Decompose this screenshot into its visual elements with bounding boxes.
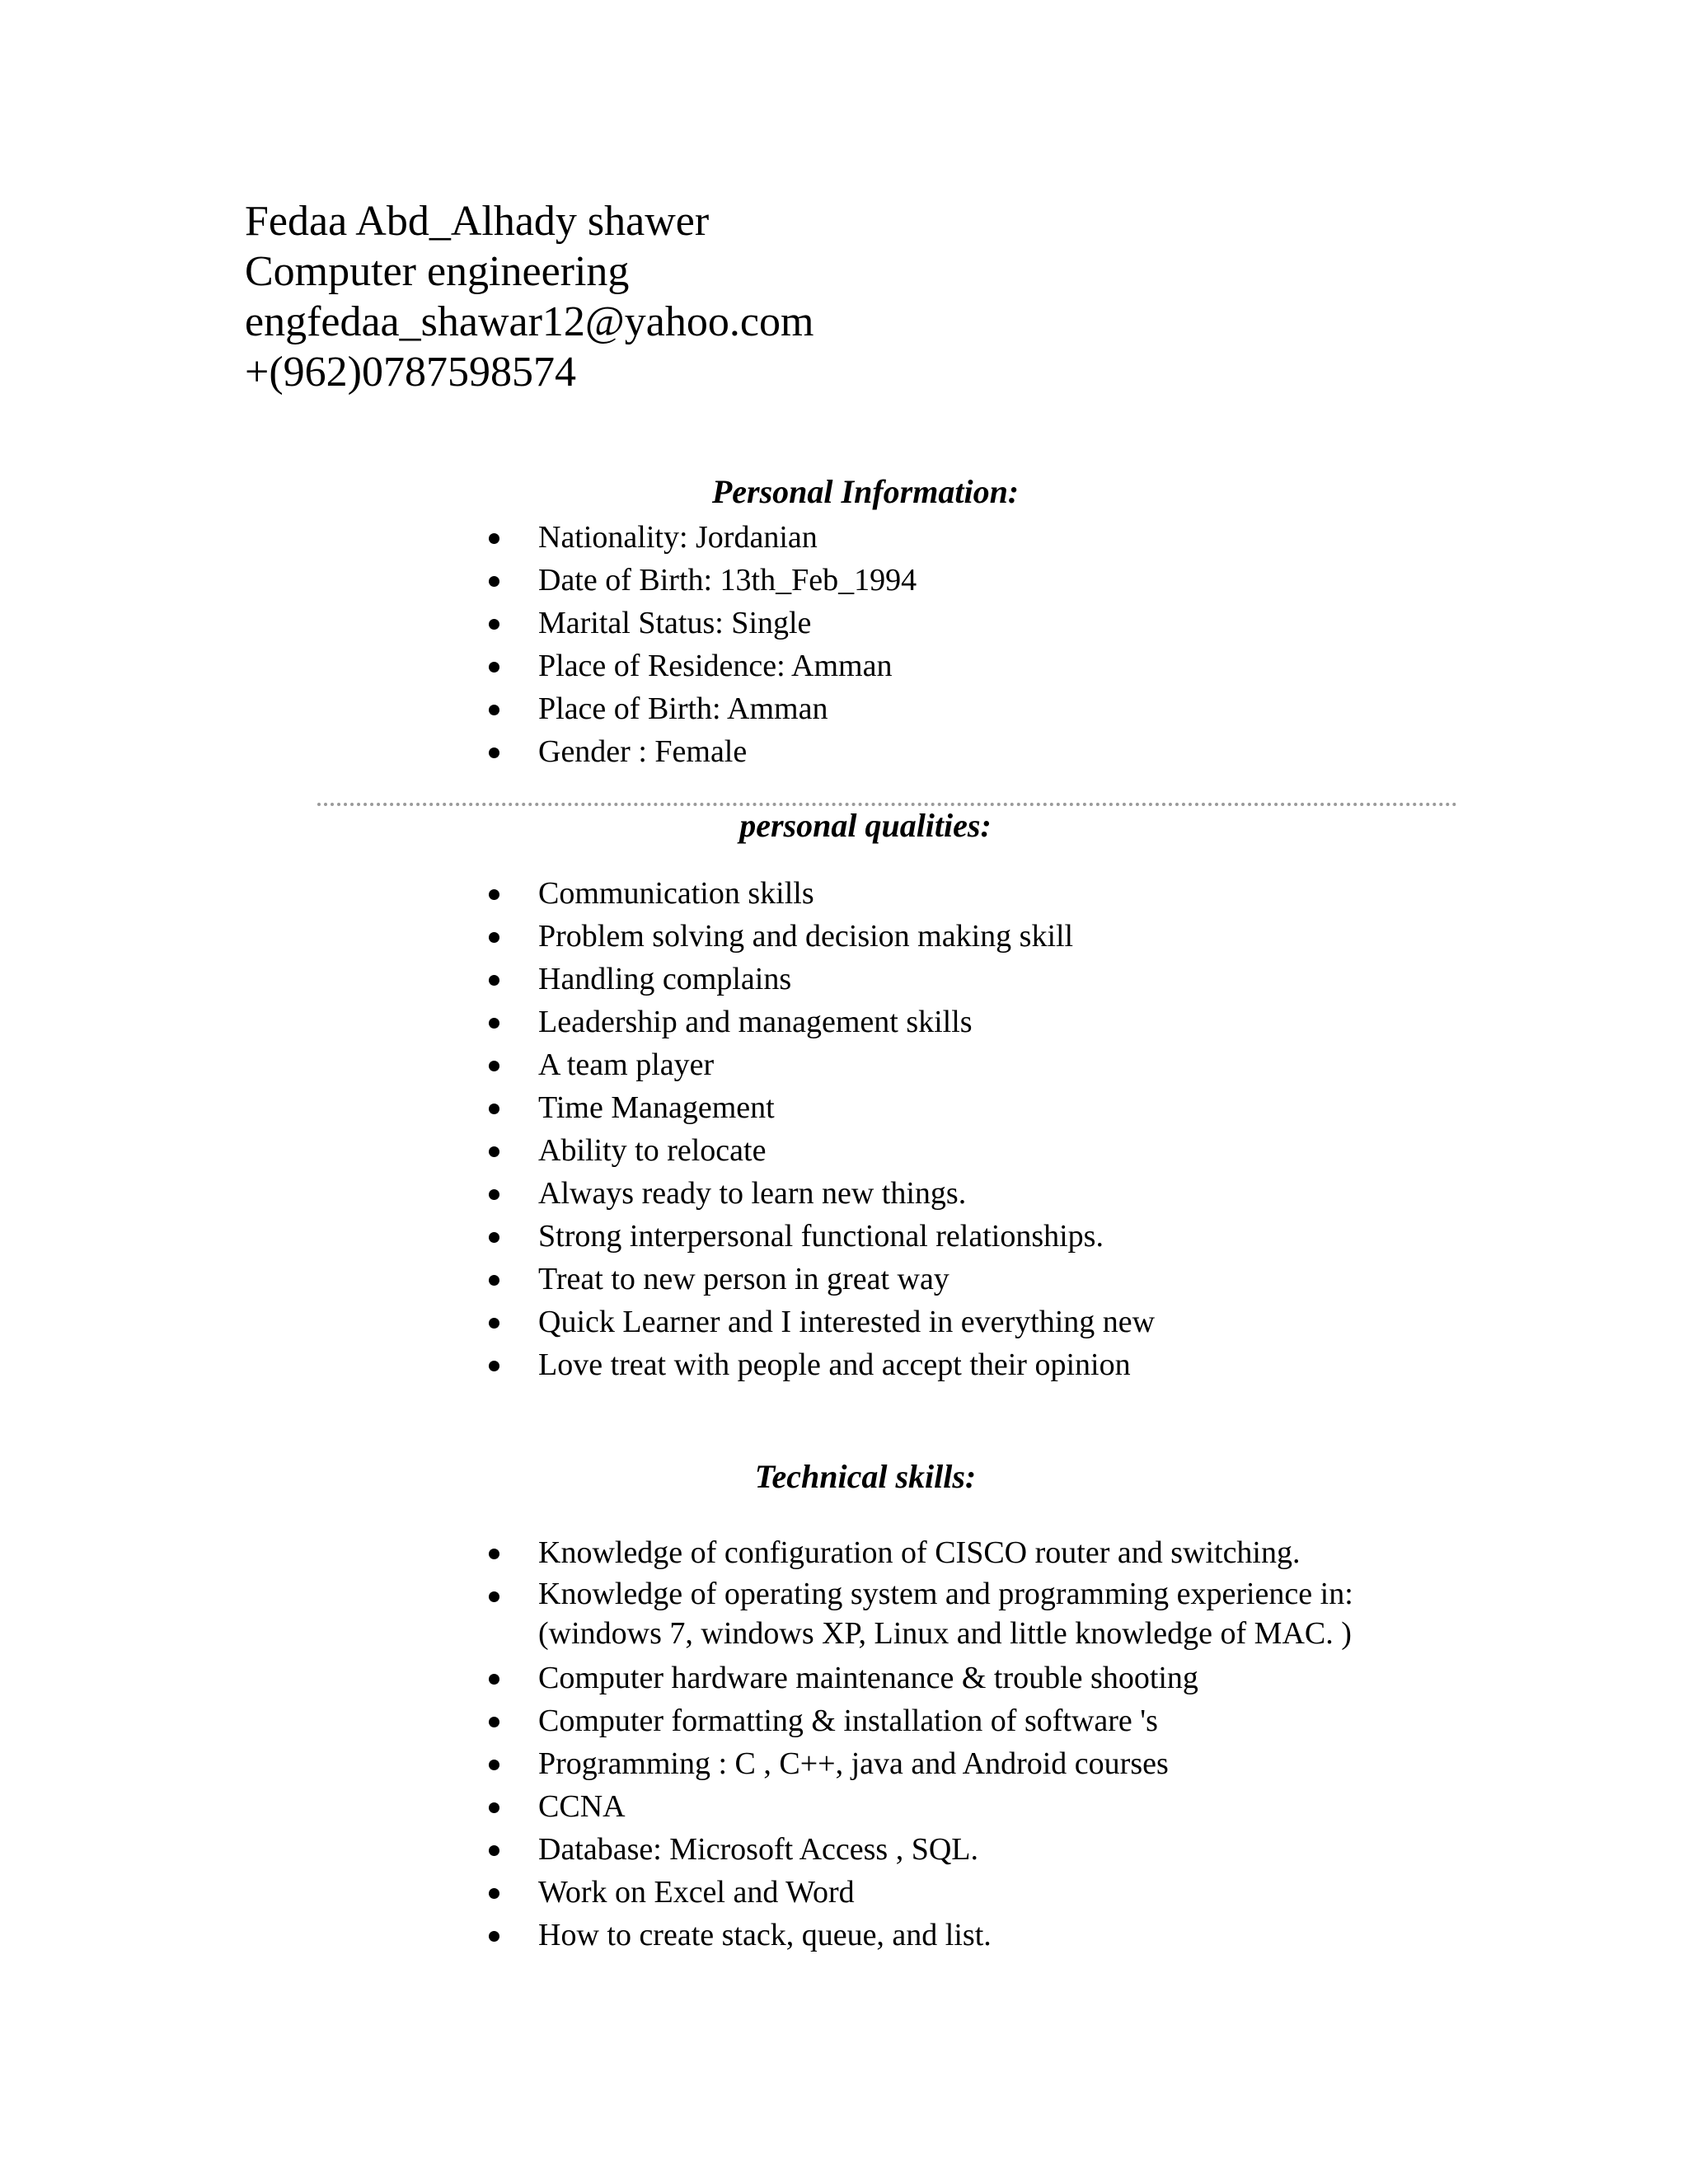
bullet-icon xyxy=(489,1845,499,1856)
list-item-line: Knowledge of operating system and programming experience in: xyxy=(538,1577,1353,1611)
bullet-icon xyxy=(489,1760,499,1770)
phone-number: +(962)0787598574 xyxy=(245,349,576,396)
bullet-icon xyxy=(489,619,499,630)
personal-qualities-heading: personal qualities: xyxy=(739,807,992,844)
bullet-icon xyxy=(489,1591,499,1602)
bullet-icon xyxy=(489,1146,499,1157)
bullet-icon xyxy=(489,705,499,715)
bullet-icon xyxy=(489,1674,499,1685)
email-address: engfedaa_shawar12@yahoo.com xyxy=(245,298,814,345)
bullet-icon xyxy=(489,1275,499,1286)
field-of-study: Computer engineering xyxy=(245,248,630,295)
bullet-icon xyxy=(489,662,499,673)
bullet-icon xyxy=(489,1018,499,1029)
bullet-icon xyxy=(489,1189,499,1200)
bullet-icon xyxy=(489,533,499,544)
bullet-icon xyxy=(489,1717,499,1727)
bullet-icon xyxy=(489,1361,499,1371)
bullet-icon xyxy=(489,1318,499,1329)
contact-header xyxy=(245,196,814,397)
bullet-icon xyxy=(489,1232,499,1243)
list-item-line: (windows 7, windows XP, Linux and little knowledge of MAC. ) xyxy=(538,1616,1352,1651)
bullet-icon xyxy=(489,1888,499,1899)
bullet-icon xyxy=(489,576,499,587)
bullet-icon xyxy=(489,1104,499,1114)
personal-information-heading: Personal Information: xyxy=(711,473,1020,510)
bullet-icon xyxy=(489,932,499,943)
technical-skills-heading: Technical skills: xyxy=(754,1458,977,1495)
full-name: Fedaa Abd_Alhady shawer xyxy=(245,198,710,245)
bullet-icon xyxy=(489,889,499,900)
bullet-icon xyxy=(489,1549,499,1559)
bullet-icon xyxy=(489,1802,499,1813)
bullet-icon xyxy=(489,1931,499,1942)
bullet-icon xyxy=(489,975,499,986)
bullet-icon xyxy=(489,1061,499,1071)
bullet-icon xyxy=(489,748,499,758)
resume-page: Fedaa Abd_Alhady shawer Computer engineering engfedaa_shawar12@yahoo.com +(962)0787598574 Personal Information: Nationality: Jordanian Date of Birth: 13th_Feb_1994 Marital Status: Single Place of Residence: Amman Place of Birth: Amman Gender : Female personal qualities: Communication skills Problem solving and decision making skill Handling complains Leadership and management skills A team player Time Management Ability to relocate Always ready to learn new things. Strong interpersonal functional relationships. Treat to new person in great way Quick Learner and I interested in everything new Love treat with people and accept their opinion Technical skills: Knowledge of configuration of CISCO router and switching. Knowledge of operating system and programming experience in: (windows 7, windows XP, Linux and little knowledge of MAC. ) Computer hardware maintenance & trouble shooting Computer formatting & installation of software 's Programming : C , C++, java and Android courses CCNA Database: Microsoft Access , SQL. Work on Excel and Word How to create stack, queue, and list. xyxy=(0,0,1688,2184)
